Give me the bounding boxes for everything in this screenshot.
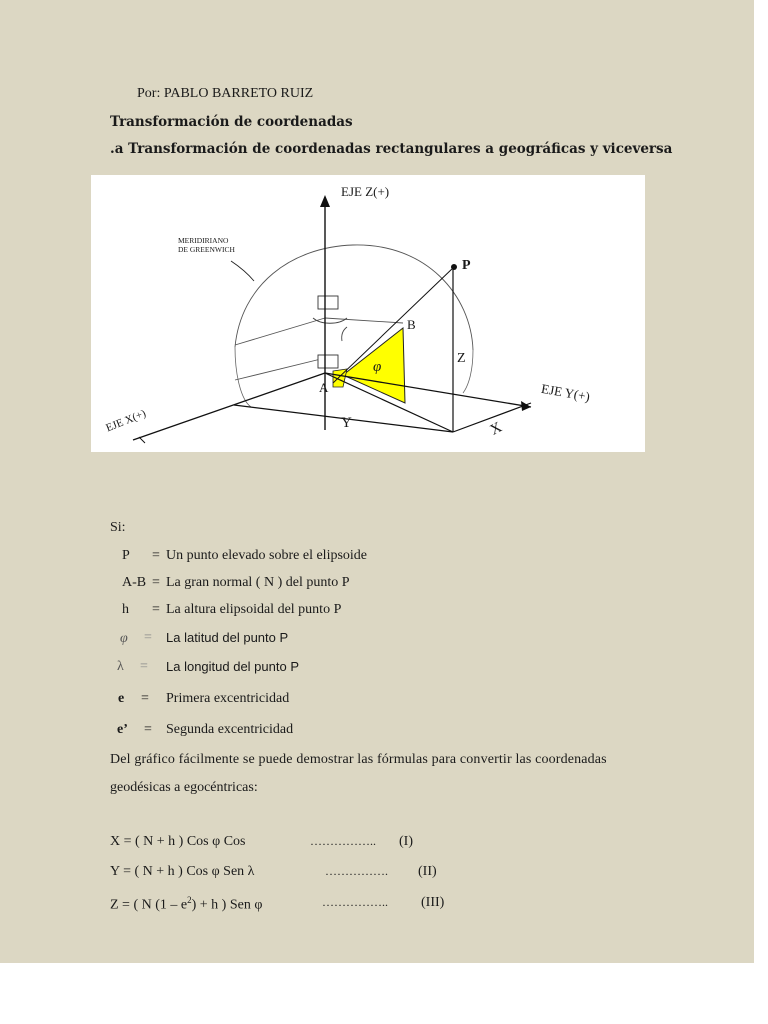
def-lambda-text: La longitud del punto P	[166, 659, 299, 674]
point-a-label: A	[319, 380, 329, 395]
def-phi-text: La latitud del punto P	[166, 630, 289, 645]
def-e-text: Primera excentricidad	[166, 691, 290, 706]
formula-1-dots: ……………..	[310, 834, 376, 848]
formula-1: X = ( N + h ) Cos φ Cos	[110, 834, 246, 849]
meridian-label-1: MERIDIRIANO	[178, 236, 229, 245]
meridian-label-2: DE GREENWICH	[178, 245, 235, 254]
coordinate-diagram	[91, 175, 645, 452]
def-e2-symbol: e’	[117, 722, 128, 737]
def-e2-equals: =	[144, 722, 152, 737]
def-ab-symbol: A-B	[122, 575, 147, 590]
formula-2: Y = ( N + h ) Cos φ Sen λ	[110, 864, 255, 879]
def-e2-text: Segunda excentricidad	[166, 722, 294, 737]
coordinate-figure	[91, 175, 645, 452]
def-phi-symbol: φ	[120, 631, 128, 646]
def-h-equals: =	[152, 602, 160, 617]
formula-3-dots: ……………..	[322, 895, 388, 909]
paragraph-line-1: Del gráfico fácilmente se puede demostrar las fórmulas para convertir las coordenadas	[110, 752, 607, 767]
y-axis-label: EJE Y(+)	[540, 380, 592, 405]
author-line: Por: PABLO BARRETO RUIZ	[137, 86, 314, 101]
def-ab-text: La gran normal ( N ) del punto P	[166, 575, 350, 590]
formula-3-post: ) + h ) Sen φ	[191, 897, 263, 913]
si-label: Si:	[110, 520, 126, 535]
def-h-symbol: h	[122, 602, 129, 617]
point-p-label: P	[462, 258, 471, 273]
x-axis	[133, 373, 325, 440]
point-b-label: B	[407, 317, 416, 332]
def-phi-equals: =	[144, 630, 152, 645]
paragraph-line-2: geodésicas a egocéntricas:	[110, 780, 258, 795]
z-label: Z	[457, 351, 466, 366]
def-lambda-equals: =	[140, 659, 148, 674]
def-ab-equals: =	[152, 575, 160, 590]
def-e-symbol: e	[118, 691, 125, 706]
phi-label: φ	[373, 359, 382, 375]
heading: Transformación de coordenadas	[110, 114, 353, 130]
formula-3-pre: Z = ( N (1 – e	[110, 897, 188, 913]
formula-3-number: (III)	[421, 895, 445, 910]
formula-2-number: (II)	[418, 864, 437, 879]
formula-2-dots: …………….	[325, 864, 388, 878]
def-h-text: La altura elipsoidal del punto P	[166, 602, 342, 617]
x-label: X	[487, 419, 505, 439]
def-p-text: Un punto elevado sobre el elipsoide	[166, 548, 368, 563]
z-axis-label: EJE Z(+)	[341, 184, 390, 199]
y-axis	[325, 373, 531, 407]
def-p-symbol: P	[122, 548, 130, 563]
y-label: Y	[341, 415, 352, 431]
formula-3-sup: 2	[187, 895, 192, 905]
subheading: .a Transformación de coordenadas rectangulares a geográficas y viceversa	[110, 141, 673, 157]
def-p-equals: =	[152, 548, 160, 563]
formula-1-number: (I)	[399, 834, 413, 849]
def-lambda-symbol: λ	[117, 659, 124, 674]
def-e-equals: =	[141, 691, 149, 706]
formula-3	[110, 895, 262, 914]
x-axis-label: EJE X(+)	[104, 407, 148, 435]
